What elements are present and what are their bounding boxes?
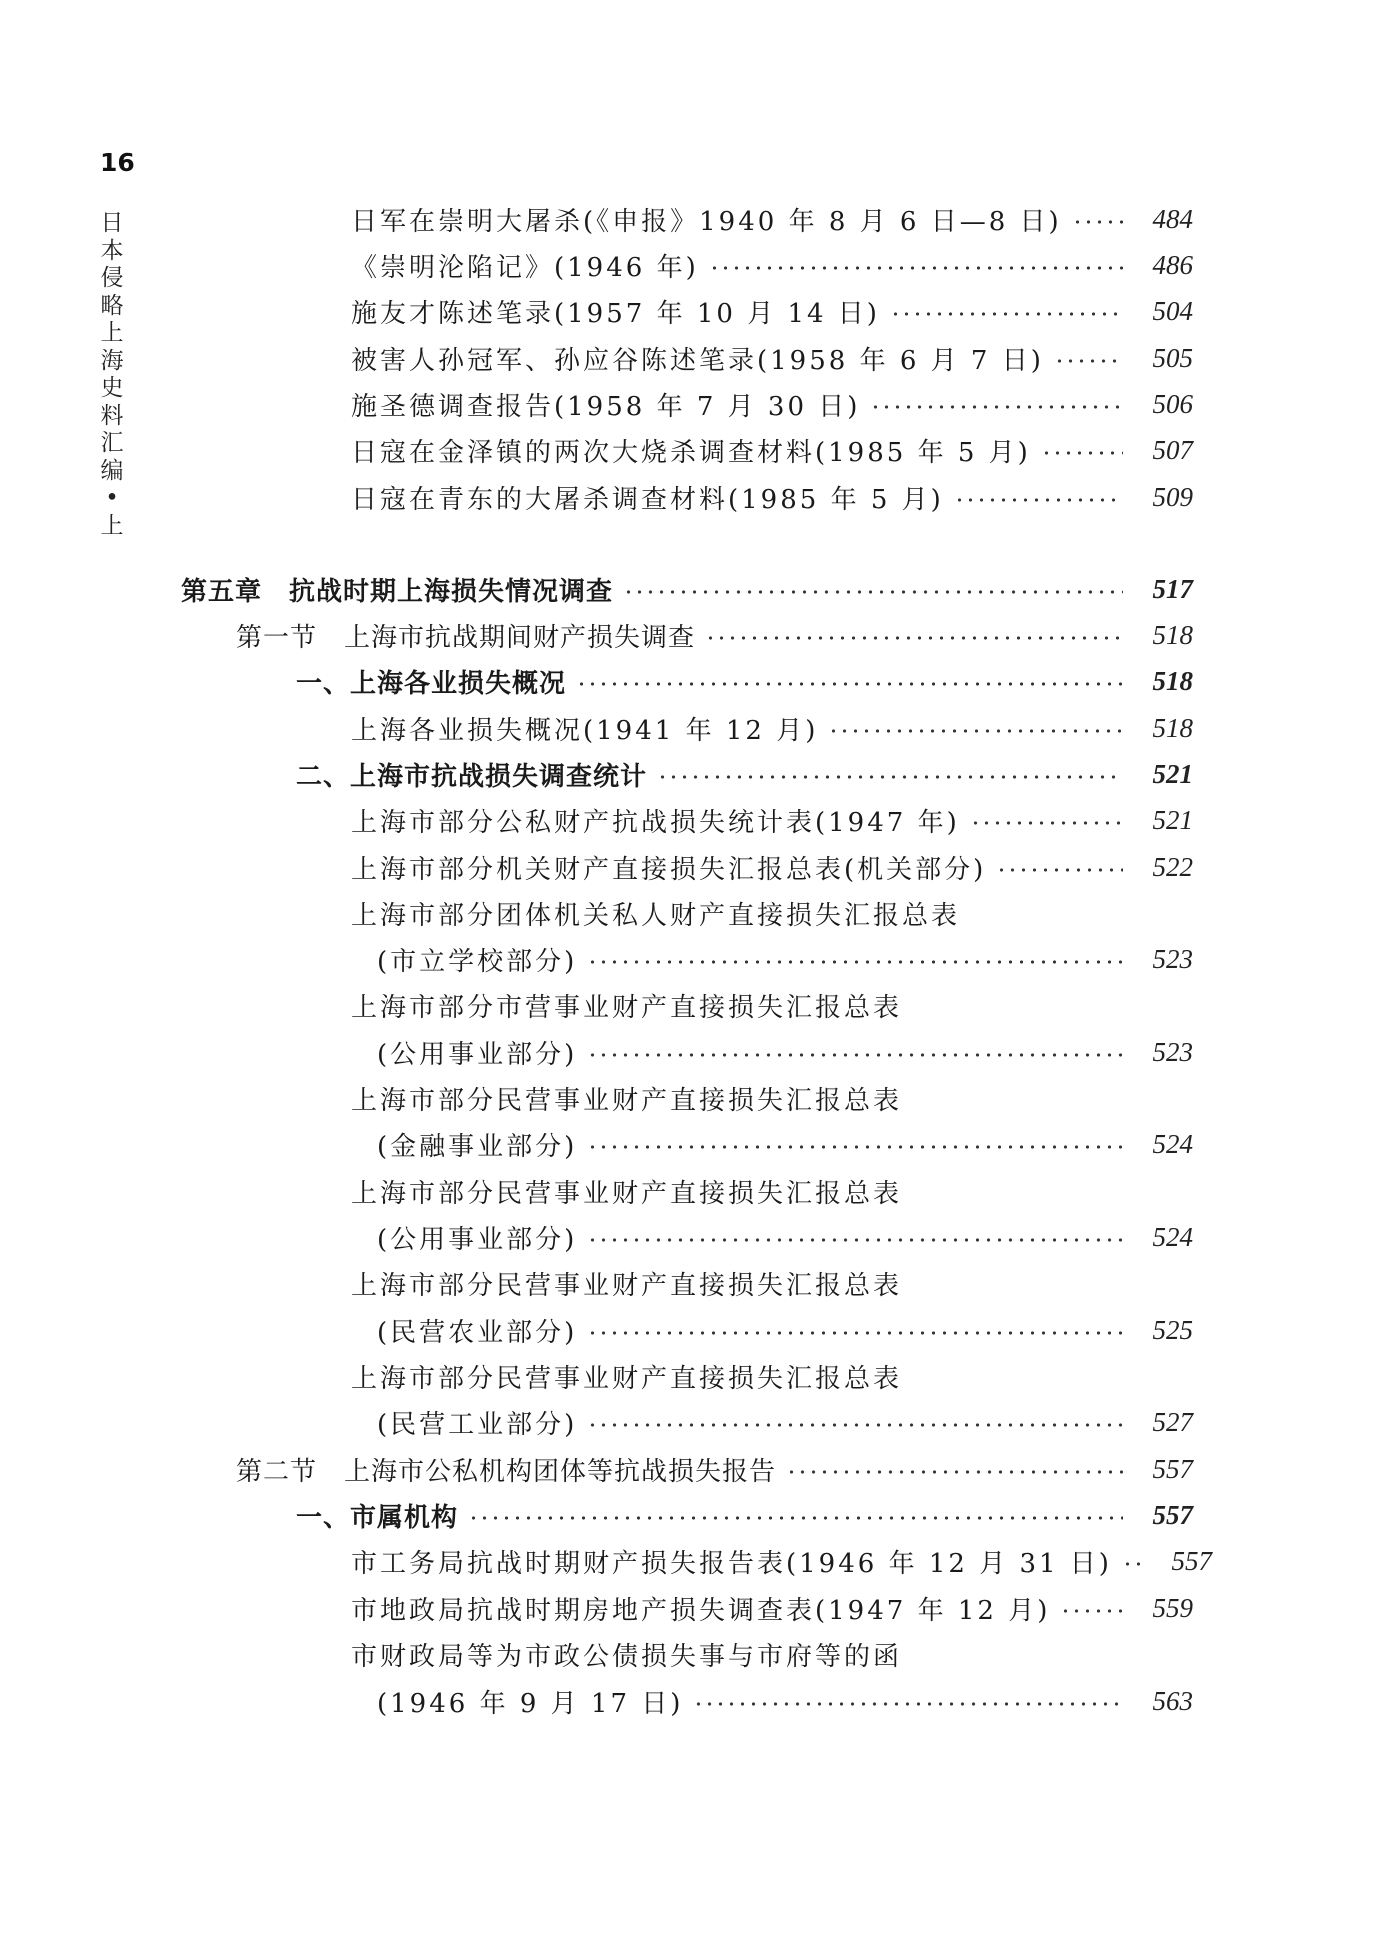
- dot-leader: [587, 1145, 1123, 1149]
- toc-entry-title: 上海市部分机关财产直接损失汇报总表(机关部分): [351, 854, 987, 885]
- toc-section[interactable]: [236, 615, 1193, 655]
- toc-entry-first-line[interactable]: [351, 1171, 902, 1211]
- toc-entry-title: (民营工业部分): [377, 1409, 578, 1440]
- toc-entry-continuation[interactable]: [377, 1310, 1193, 1350]
- dot-leader: [657, 775, 1123, 779]
- running-title-char: 上: [100, 512, 124, 539]
- running-title-char: 日: [100, 210, 124, 236]
- dot-leader: [1054, 359, 1123, 363]
- dot-leader: [1041, 451, 1123, 455]
- toc-entry-title: 上海市部分民营事业财产直接损失汇报总表: [351, 1178, 903, 1209]
- toc-entry-title: 市地政局抗战时期房地产损失调查表(1947 年 12 月): [351, 1595, 1051, 1626]
- dot-leader: [587, 1238, 1123, 1242]
- toc-entry-title: 市工务局抗战时期财产损失报告表(1946 年 12 月 31 日): [351, 1548, 1112, 1579]
- running-title-char: 汇: [100, 430, 124, 456]
- toc-entry-continuation[interactable]: [377, 1402, 1193, 1442]
- toc-entry-title: (市立学校部分): [377, 946, 578, 977]
- dot-leader: [587, 1331, 1123, 1335]
- toc-entry-first-line[interactable]: [351, 985, 902, 1025]
- toc-entry-page: 504: [1152, 295, 1193, 326]
- toc-entry-page: 559: [1152, 1592, 1193, 1623]
- toc-entry-page: 521: [1152, 804, 1193, 835]
- toc-entry-continuation[interactable]: [377, 1032, 1193, 1072]
- toc-entry-page: 523: [1152, 943, 1193, 974]
- toc-entry-page: 525: [1152, 1314, 1193, 1345]
- dot-leader: [587, 960, 1123, 964]
- toc-entry-page: 563: [1152, 1685, 1193, 1716]
- toc-entry-title: 《崇明沦陷记》(1946 年): [351, 252, 699, 283]
- toc-subsection[interactable]: [296, 754, 1193, 794]
- toc-entry[interactable]: [351, 245, 1193, 285]
- toc-entry[interactable]: [351, 384, 1193, 424]
- toc-entry-title: 上海市部分民营事业财产直接损失汇报总表: [351, 1085, 903, 1116]
- page-number: 16: [100, 148, 135, 177]
- toc-entry-title: 上海市部分民营事业财产直接损失汇报总表: [351, 1270, 903, 1301]
- dot-leader: [587, 1053, 1123, 1057]
- toc-entry-page: 484: [1152, 203, 1193, 234]
- dot-leader: [709, 266, 1123, 270]
- toc-entry-page: 524: [1152, 1128, 1193, 1159]
- toc-entry-page: 557: [1171, 1545, 1212, 1576]
- toc-entry-title: (民营农业部分): [377, 1317, 578, 1348]
- running-title-char: •: [105, 485, 119, 511]
- running-title-char: 本: [100, 237, 124, 264]
- toc-entry-page: 505: [1152, 342, 1193, 373]
- toc-entry-first-line[interactable]: [351, 1078, 902, 1118]
- running-title-char: 海: [100, 347, 124, 374]
- toc-entry-page: 507: [1152, 434, 1193, 465]
- dot-leader: [576, 682, 1123, 686]
- toc-entry-page: 486: [1152, 249, 1193, 280]
- toc-entry[interactable]: [351, 1588, 1193, 1628]
- toc-section[interactable]: [236, 1449, 1193, 1489]
- toc-entry[interactable]: [351, 338, 1193, 378]
- dot-leader: [693, 1702, 1123, 1706]
- toc-subsection[interactable]: [296, 661, 1193, 701]
- toc-entry-page: 517: [1152, 573, 1193, 604]
- toc-entry-continuation[interactable]: [377, 939, 1193, 979]
- toc-entry-page: 506: [1152, 388, 1193, 419]
- toc-section-title: 第一节 上海市抗战期间财产损失调查: [236, 622, 696, 653]
- dot-leader: [623, 590, 1123, 594]
- toc-entry-page: 509: [1152, 481, 1193, 512]
- toc-entry[interactable]: [351, 291, 1193, 331]
- toc-entry-title: 上海市部分团体机关私人财产直接损失汇报总表: [351, 900, 961, 931]
- dot-leader: [970, 821, 1123, 825]
- toc-entry-title: 上海市部分公私财产抗战损失统计表(1947 年): [351, 807, 960, 838]
- toc-entry-title: 上海各业损失概况(1941 年 12 月): [351, 715, 819, 746]
- toc-entry-page: 524: [1152, 1221, 1193, 1252]
- dot-leader: [705, 636, 1123, 640]
- toc-entry-title: 日军在崇明大屠杀(《申报》1940 年 8 月 6 日—8 日): [351, 206, 1062, 237]
- toc-entry-title: (金融事业部分): [377, 1131, 578, 1162]
- toc-entry-title: 上海市部分民营事业财产直接损失汇报总表: [351, 1363, 903, 1394]
- toc-entry-title: 日寇在青东的大屠杀调查材料(1985 年 5 月): [351, 484, 944, 515]
- dot-leader: [954, 498, 1123, 502]
- toc-entry-page: 557: [1152, 1453, 1193, 1484]
- toc-entry-page: 523: [1152, 1036, 1193, 1067]
- toc-entry-page: 518: [1152, 665, 1193, 696]
- running-title-char: 略: [100, 292, 124, 319]
- toc-entry-continuation[interactable]: [377, 1217, 1193, 1257]
- toc-entry-continuation[interactable]: [377, 1681, 1193, 1721]
- running-title-char: 料: [100, 402, 124, 429]
- dot-leader: [996, 868, 1123, 872]
- toc-entry-page: 518: [1152, 712, 1193, 743]
- dot-leader: [828, 729, 1123, 733]
- toc-entry[interactable]: [351, 800, 1193, 840]
- toc-entry-title: 日寇在金泽镇的两次大烧杀调查材料(1985 年 5 月): [351, 437, 1031, 468]
- toc-entry-title: 市财政局等为市政公债损失事与市府等的函: [351, 1641, 903, 1672]
- toc-entry[interactable]: [351, 708, 1193, 748]
- dot-leader: [468, 1516, 1123, 1520]
- toc-entry-first-line[interactable]: [351, 1263, 902, 1303]
- toc-subsection[interactable]: [296, 1495, 1193, 1535]
- toc-entry-title: 施友才陈述笔录(1957 年 10 月 14 日): [351, 298, 880, 329]
- toc-entry-title: 被害人孙冠军、孙应谷陈述笔录(1958 年 6 月 7 日): [351, 345, 1044, 376]
- running-title-char: 侵: [100, 265, 124, 291]
- running-title-char: 上: [100, 320, 124, 346]
- toc-entry-page: 522: [1152, 851, 1193, 882]
- toc-entry-page: 521: [1152, 758, 1193, 789]
- toc-chapter[interactable]: [181, 569, 1193, 609]
- toc-entry-title: (1946 年 9 月 17 日): [377, 1688, 684, 1719]
- dot-leader: [1072, 220, 1123, 224]
- toc-subsection-title: 一、上海各业损失概况: [296, 668, 567, 699]
- dot-leader: [1060, 1609, 1123, 1613]
- toc-subsection-title: 二、上海市抗战损失调查统计: [296, 761, 648, 792]
- dot-leader: [870, 405, 1123, 409]
- dot-leader: [587, 1423, 1123, 1427]
- toc-entry-continuation[interactable]: [377, 1124, 1193, 1164]
- toc-chapter-title: 第五章 抗战时期上海损失情况调查: [181, 576, 614, 607]
- toc-entry-page: 557: [1152, 1499, 1193, 1530]
- toc-entry-first-line[interactable]: [351, 893, 960, 933]
- toc-entry[interactable]: [351, 430, 1193, 470]
- running-title: [98, 210, 126, 540]
- running-title-char: 史: [100, 375, 124, 401]
- toc-entry-first-line[interactable]: [351, 1356, 902, 1396]
- dot-leader: [1122, 1562, 1142, 1566]
- toc-entry-title: (公用事业部分): [377, 1039, 578, 1070]
- toc-entry-first-line[interactable]: [351, 1634, 902, 1674]
- toc-entry-title: 施圣德调查报告(1958 年 7 月 30 日): [351, 391, 861, 422]
- running-title-char: 编: [100, 457, 124, 484]
- toc-entry[interactable]: [351, 847, 1193, 887]
- toc-entry[interactable]: [351, 1541, 1212, 1581]
- toc-entry[interactable]: [351, 199, 1193, 239]
- toc-section-title: 第二节 上海市公私机构团体等抗战损失报告: [236, 1456, 777, 1487]
- toc-entry-page: 518: [1152, 619, 1193, 650]
- toc-subsection-title: 一、市属机构: [296, 1502, 459, 1533]
- dot-leader: [890, 312, 1123, 316]
- toc-entry[interactable]: [351, 477, 1193, 517]
- toc-entry-page: 527: [1152, 1406, 1193, 1437]
- toc-entry-title: (公用事业部分): [377, 1224, 578, 1255]
- toc-entry-title: 上海市部分市营事业财产直接损失汇报总表: [351, 992, 903, 1023]
- dot-leader: [786, 1470, 1123, 1474]
